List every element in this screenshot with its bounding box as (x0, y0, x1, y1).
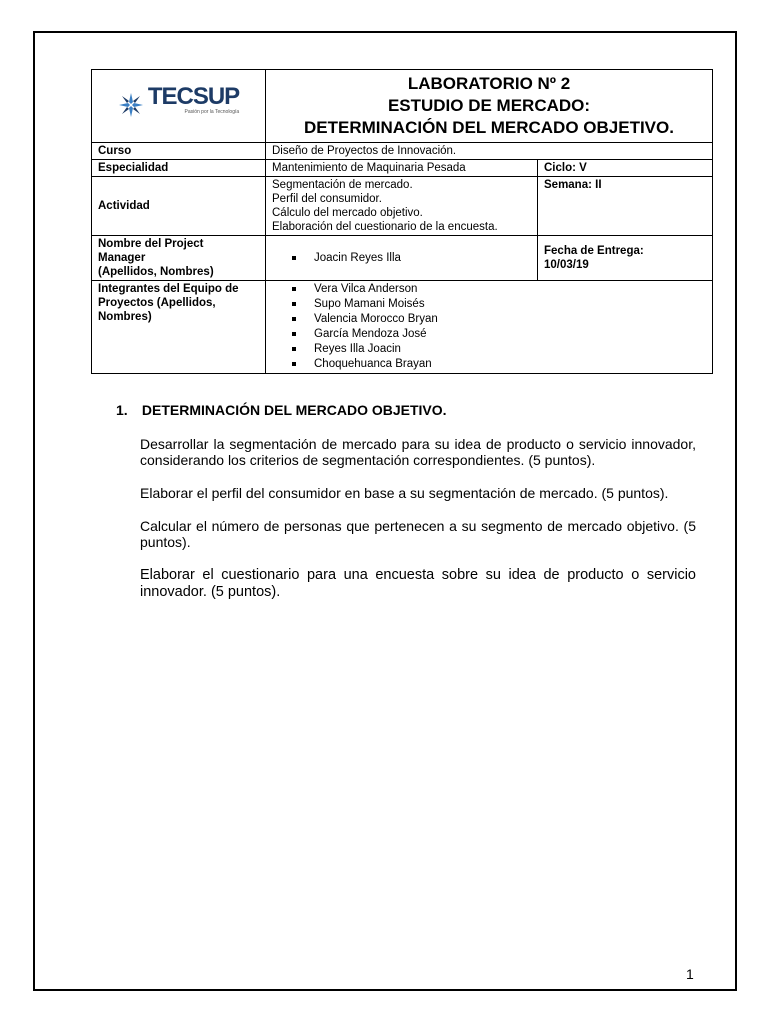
title-cell (266, 70, 713, 143)
tecsup-star-icon (118, 92, 144, 118)
page-number: 1 (686, 966, 694, 982)
paragraph: Elaborar el cuestionario para una encuesta sobre su idea de producto o servicio innovador. (5 puntos). (140, 567, 696, 600)
team-member: Supo Mamani Moisés (314, 297, 706, 312)
fecha-cell (538, 236, 713, 281)
tecsup-logo (118, 83, 240, 119)
logo-tagline: Pasión por la Tecnología (184, 109, 240, 116)
semana-value: Semana: II (538, 177, 713, 236)
paragraph: Calcular el número de personas que pertenecen a su segmento de mercado objetivo. (5 puntos). (140, 518, 696, 550)
section-number: 1. (116, 402, 128, 418)
team-member: Valencia Morocco Bryan (314, 312, 706, 327)
lab-title: LABORATORIO Nº 2 (407, 74, 571, 93)
actividad-item: Cálculo del mercado objetivo. (272, 207, 423, 219)
pm-label-line: (Apellidos, Nombres) (98, 266, 214, 278)
logo-brand: TECSUP (147, 83, 240, 111)
actividad-item: Segmentación de mercado. (272, 179, 413, 191)
team-member: Reyes Illa Joacin (314, 342, 706, 357)
fecha-value: 10/03/19 (544, 259, 589, 271)
lab-topic: DETERMINACIÓN DEL MERCADO OBJETIVO. (304, 118, 674, 137)
paragraph: Desarrollar la segmentación de mercado para su idea de producto o servicio innovador, considerando los criterios de segmentación correspondientes. (5 puntos). (140, 436, 696, 468)
team-member: Vera Vilca Anderson (314, 282, 706, 297)
team-label (92, 281, 266, 374)
section-title: DETERMINACIÓN DEL MERCADO OBJETIVO. (141, 402, 447, 418)
pm-label (92, 236, 266, 281)
pm-label-line: Nombre del Project (98, 238, 204, 250)
paragraph: Elaborar el perfil del consumidor en base a su segmentación de mercado. (5 puntos). (140, 485, 669, 501)
pm-value: Joacin Reyes Illa (314, 251, 531, 266)
actividad-label: Actividad (92, 177, 266, 236)
especialidad-label: Especialidad (92, 160, 266, 177)
team-member: García Mendoza José (314, 327, 706, 342)
fecha-label: Fecha de Entrega: (544, 245, 644, 257)
team-label-line: Nombres) (98, 311, 152, 323)
pm-value-cell (266, 236, 538, 281)
lab-subtitle: ESTUDIO DE MERCADO: (387, 96, 591, 115)
actividad-item: Perfil del consumidor. (272, 193, 382, 205)
team-list-cell (266, 281, 713, 374)
actividad-list (266, 177, 538, 236)
pm-label-line: Manager (98, 252, 146, 264)
curso-value: Diseño de Proyectos de Innovación. (266, 143, 713, 160)
section-heading (116, 402, 696, 418)
actividad-item: Elaboración del cuestionario de la encuesta. (272, 221, 498, 233)
team-member: Choquehuanca Brayan (314, 357, 706, 372)
section-1 (116, 402, 696, 618)
team-label-line: Proyectos (Apellidos, (98, 297, 216, 309)
ciclo-value: Ciclo: V (538, 160, 713, 177)
logo-cell (92, 70, 266, 143)
especialidad-value: Mantenimiento de Maquinaria Pesada (266, 160, 538, 177)
team-label-line: Integrantes del Equipo de (98, 283, 239, 295)
header-table (91, 69, 713, 374)
curso-label: Curso (92, 143, 266, 160)
